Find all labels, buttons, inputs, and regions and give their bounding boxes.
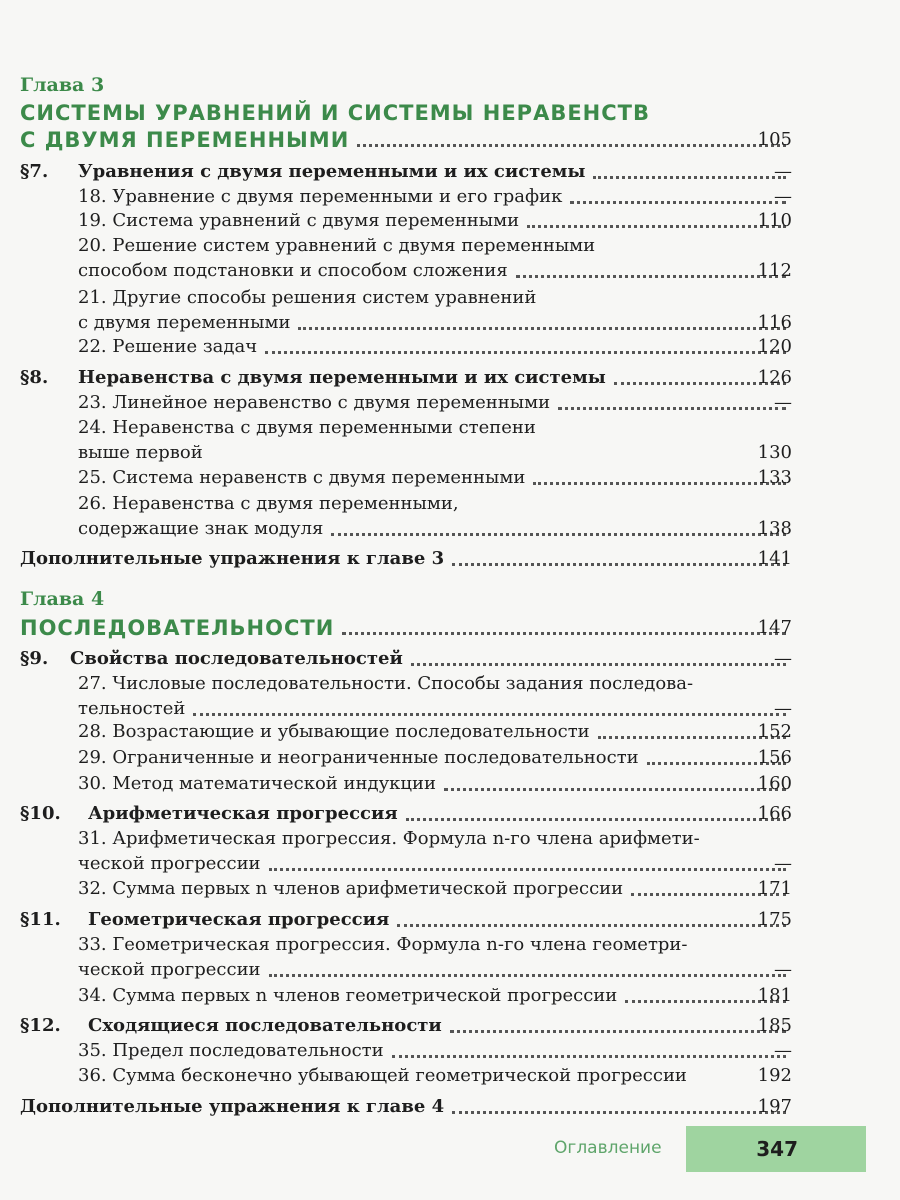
page-number: 141: [757, 548, 792, 569]
leader-dots: [265, 351, 786, 354]
item-30-entry[interactable]: [78, 771, 790, 797]
page-number: 192: [757, 1065, 792, 1086]
footer-page-number: 347: [756, 1137, 798, 1161]
section-number: §9.: [20, 648, 49, 669]
page-number: 185: [757, 1015, 792, 1036]
item-title: 28. Возрастающие и убывающие последовательности: [78, 721, 590, 742]
leader-dots: [331, 533, 786, 536]
section-number: §12.: [20, 1015, 61, 1036]
page-number: —: [774, 186, 792, 207]
page-number: —: [774, 1040, 792, 1061]
item-title-cont: содержащие знак модуля: [78, 518, 324, 539]
page-number: —: [774, 959, 792, 980]
extra-title: Дополнительные упражнения к главе 3: [20, 548, 445, 569]
section-number: §7.: [20, 161, 49, 182]
item-title: 34. Сумма первых n членов геометрической прогрессии: [78, 985, 618, 1006]
item-20-line1: 20. Решение систем уравнений с двумя переменными: [78, 235, 596, 256]
section-title: Арифметическая прогрессия: [88, 803, 398, 824]
item-title: 23. Линейное неравенство с двумя переменными: [78, 392, 551, 413]
extra-exercises-3-entry[interactable]: [20, 546, 790, 572]
item-33-entry[interactable]: [78, 957, 790, 983]
chapter-4-entry[interactable]: [20, 615, 790, 641]
item-33-line1: 33. Геометрическая прогрессия. Формула n-го члена геометри-: [78, 934, 688, 955]
item-title: 32. Сумма первых n членов арифметической прогрессии: [78, 878, 624, 899]
page-number: 175: [757, 909, 792, 930]
item-20-entry[interactable]: [78, 258, 790, 284]
item-29-entry[interactable]: [78, 745, 790, 771]
item-title: 18. Уравнение с двумя переменными и его график: [78, 186, 563, 207]
leader-dots: [342, 632, 786, 635]
page-number: 160: [757, 773, 792, 794]
item-title-cont: выше первой: [78, 442, 203, 463]
page-number: 166: [757, 803, 792, 824]
leader-dots: [406, 818, 786, 821]
item-21-entry[interactable]: [78, 310, 790, 336]
extra-title: Дополнительные упражнения к главе 4: [20, 1096, 445, 1117]
leader-dots: [397, 924, 786, 927]
item-26-line1: 26. Неравенства с двумя переменными,: [78, 493, 459, 514]
leader-dots: [392, 1055, 786, 1058]
page-number: 156: [757, 747, 792, 768]
chapter-3-title-line2: С ДВУМЯ ПЕРЕМЕННЫМИ: [20, 128, 350, 152]
item-19-entry[interactable]: [78, 208, 790, 234]
item-24-line1: 24. Неравенства с двумя переменными степени: [78, 417, 536, 438]
section-number: §8.: [20, 367, 49, 388]
leader-dots: [193, 713, 786, 716]
item-31-entry[interactable]: [78, 851, 790, 877]
page-number: 197: [757, 1096, 792, 1117]
section-9-entry[interactable]: [20, 646, 790, 672]
section-12-entry[interactable]: [20, 1013, 790, 1039]
page-number: 181: [757, 985, 792, 1006]
page-number: 171: [757, 878, 792, 899]
page-number: 130: [757, 442, 792, 463]
item-23-entry[interactable]: [78, 390, 790, 416]
leader-dots: [357, 144, 786, 147]
page-number: 112: [757, 260, 792, 281]
item-title: 29. Ограниченные и неограниченные последовательности: [78, 747, 639, 768]
section-title: Свойства последовательностей: [70, 648, 403, 669]
item-title-cont: ческой прогрессии: [78, 853, 261, 874]
item-25-entry[interactable]: [78, 465, 790, 491]
item-title-cont: способом подстановки и способом сложения: [78, 260, 508, 281]
chapter-3-title-line1: СИСТЕМЫ УРАВНЕНИЙ И СИСТЕМЫ НЕРАВЕНСТВ: [20, 101, 650, 125]
leader-dots: [269, 974, 786, 977]
page-number: 110: [757, 210, 792, 231]
item-31-line1: 31. Арифметическая прогрессия. Формула n-го члена арифмети-: [78, 828, 700, 849]
item-36-entry[interactable]: [78, 1063, 790, 1089]
page-number: 116: [757, 312, 792, 333]
item-title: 22. Решение задач: [78, 336, 258, 357]
leader-dots: [269, 868, 786, 871]
item-title-cont: с двумя переменными: [78, 312, 291, 333]
page-number: 133: [757, 467, 792, 488]
leader-dots: [450, 1030, 786, 1033]
chapter-3-entry[interactable]: [20, 127, 790, 153]
chapter-3-label: Глава 3: [20, 74, 105, 96]
item-title: 19. Система уравнений с двумя переменными: [78, 210, 520, 231]
page-number: —: [774, 161, 792, 182]
extra-exercises-4-entry[interactable]: [20, 1094, 790, 1120]
section-title: Геометрическая прогрессия: [88, 909, 390, 930]
item-title: 30. Метод математической индукции: [78, 773, 436, 794]
page-number: —: [774, 392, 792, 413]
section-7-entry[interactable]: [20, 159, 790, 185]
chapter-4-title: ПОСЛЕДОВАТЕЛЬНОСТИ: [20, 616, 335, 640]
page-number: —: [774, 853, 792, 874]
item-24-entry[interactable]: [78, 440, 790, 466]
page-number: 105: [757, 129, 792, 150]
page-number: 120: [757, 336, 792, 357]
section-8-entry[interactable]: [20, 365, 790, 391]
footer-section-label: Оглавление: [554, 1138, 662, 1158]
section-11-entry[interactable]: [20, 907, 790, 933]
section-title: Неравенства с двумя переменными и их системы: [78, 367, 606, 388]
item-27-line1: 27. Числовые последовательности. Способы задания последова-: [78, 673, 694, 694]
page-number: —: [774, 648, 792, 669]
item-title-cont: тельностей: [78, 698, 186, 719]
item-26-entry[interactable]: [78, 516, 790, 542]
item-22-entry[interactable]: [78, 334, 790, 360]
item-title: 25. Система неравенств с двумя переменными: [78, 467, 526, 488]
section-10-entry[interactable]: [20, 801, 790, 827]
chapter-4-label: Глава 4: [20, 588, 105, 610]
item-title: 36. Сумма бесконечно убывающей геометрической прогрессии: [78, 1065, 687, 1086]
leader-dots: [452, 563, 786, 566]
section-title: Сходящиеся последовательности: [88, 1015, 442, 1036]
item-title: 35. Предел последовательности: [78, 1040, 384, 1061]
item-35-entry[interactable]: [78, 1038, 790, 1064]
page-number: —: [774, 698, 792, 719]
leader-dots: [444, 788, 786, 791]
page-number: 152: [757, 721, 792, 742]
item-32-entry[interactable]: [78, 876, 790, 902]
section-number: §11.: [20, 909, 61, 930]
item-34-entry[interactable]: [78, 983, 790, 1009]
item-21-line1: 21. Другие способы решения систем уравнений: [78, 287, 537, 308]
leader-dots: [452, 1111, 786, 1114]
item-18-entry[interactable]: [78, 184, 790, 210]
page-number: 126: [757, 367, 792, 388]
leader-dots: [298, 327, 786, 330]
leader-dots: [411, 663, 786, 666]
item-title-cont: ческой прогрессии: [78, 959, 261, 980]
section-title: Уравнения с двумя переменными и их системы: [78, 161, 586, 182]
item-28-entry[interactable]: [78, 719, 790, 745]
page-number: 138: [757, 518, 792, 539]
section-number: §10.: [20, 803, 61, 824]
page-number: 147: [757, 617, 792, 638]
